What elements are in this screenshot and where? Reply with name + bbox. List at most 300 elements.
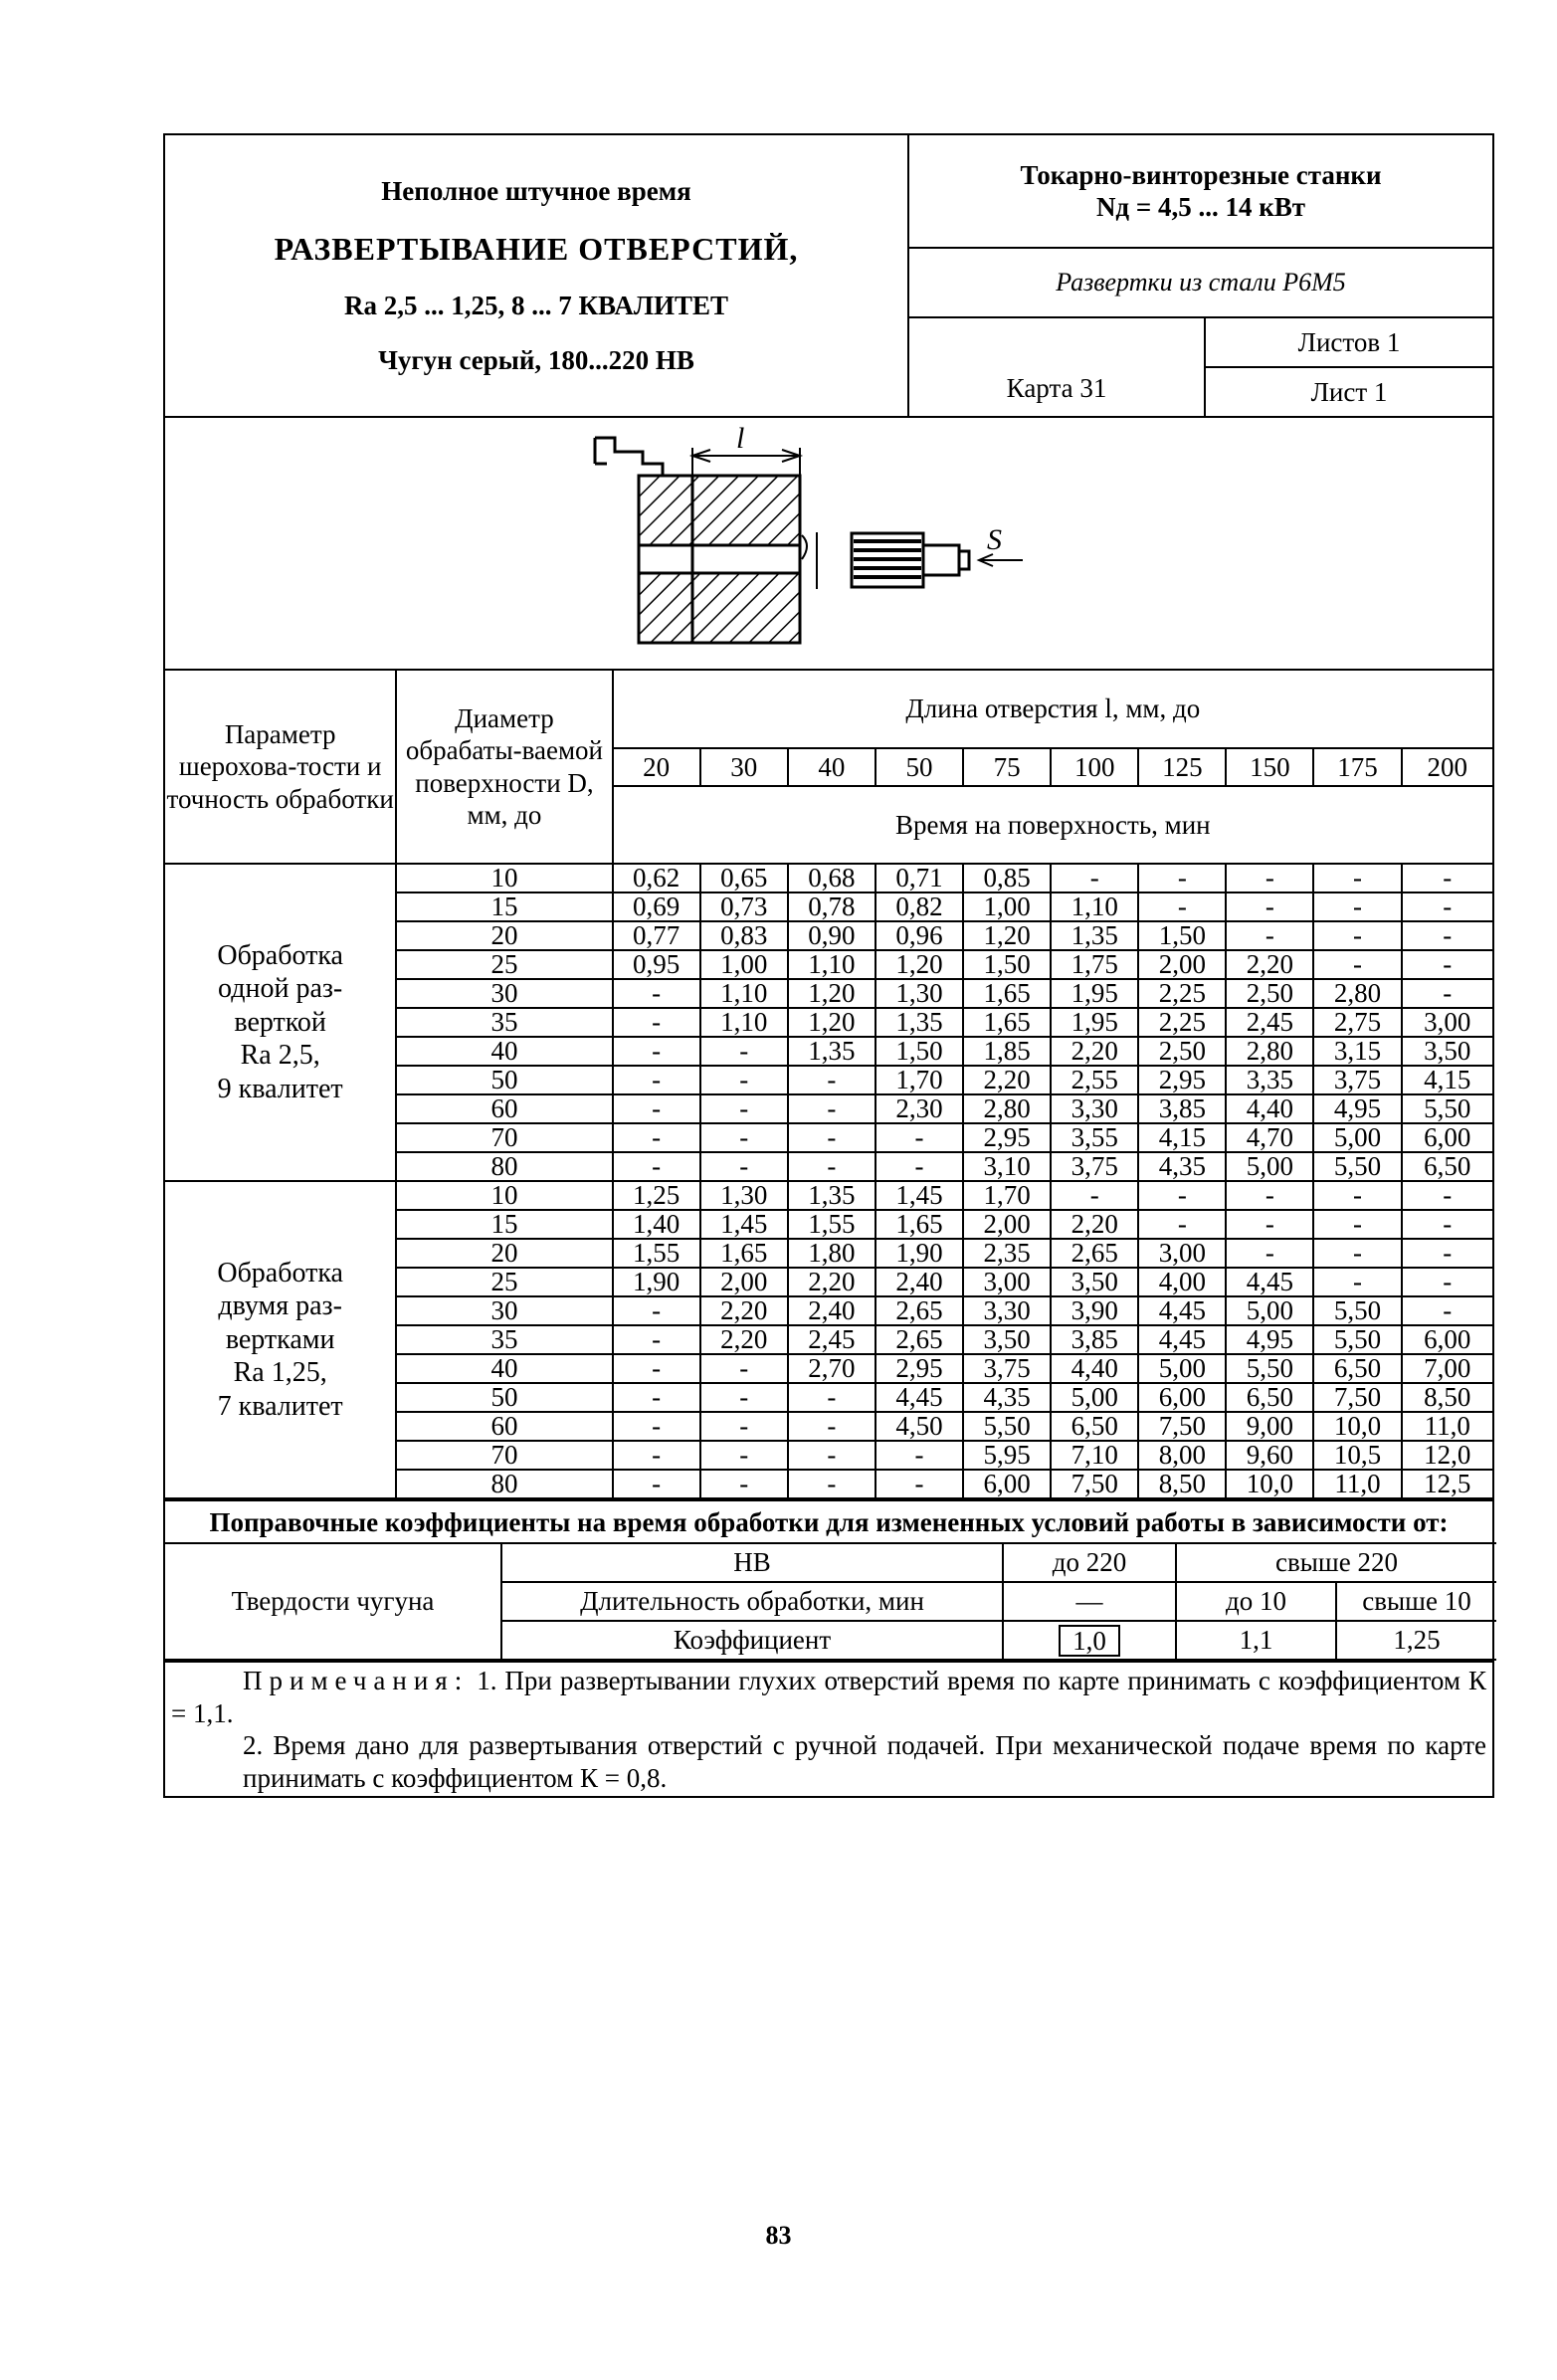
table-row (165, 1181, 1492, 1210)
diameter-cell: 25 (396, 950, 612, 979)
time-cell: 2,95 (963, 1123, 1051, 1152)
time-cell: - (1402, 1268, 1492, 1296)
time-cell: 2,45 (1226, 1008, 1313, 1037)
length-col-header: 150 (1226, 748, 1313, 786)
title-line-2: РАЗВЕРТЫВАНИЕ ОТВЕРСТИЙ, (274, 230, 799, 267)
feed-label: S (987, 523, 1002, 556)
time-cell: 2,95 (1138, 1066, 1226, 1094)
time-cell: 8,00 (1138, 1441, 1226, 1470)
time-cell: 3,90 (1051, 1296, 1138, 1325)
group-label-line: вертками (225, 1323, 335, 1355)
diameter-cell: 40 (396, 1037, 612, 1066)
time-cell: 3,35 (1226, 1066, 1313, 1094)
time-cell: 1,40 (613, 1210, 700, 1239)
time-cell: 6,00 (1402, 1123, 1492, 1152)
time-cell: 0,83 (700, 921, 788, 950)
time-cell: 1,00 (700, 950, 788, 979)
length-col-header: 40 (788, 748, 876, 786)
time-cell: 1,10 (700, 979, 788, 1008)
time-cell: 5,50 (1313, 1325, 1401, 1354)
time-cell: - (700, 1354, 788, 1383)
hb-label: НВ (501, 1543, 1003, 1582)
time-cell: 2,55 (1051, 1066, 1138, 1094)
time-cell: 1,55 (613, 1239, 700, 1268)
time-cell: 0,95 (613, 950, 700, 979)
time-cell: - (788, 1066, 876, 1094)
time-cell: 6,00 (1138, 1383, 1226, 1412)
time-cell: - (788, 1152, 876, 1181)
time-cell: 1,90 (613, 1268, 700, 1296)
time-cell: 11,0 (1402, 1412, 1492, 1441)
group-label-line: Ra 2,5, (240, 1040, 320, 1072)
time-cell: 2,20 (700, 1296, 788, 1325)
card-header (165, 135, 1492, 418)
time-cell: 1,65 (876, 1210, 963, 1239)
group-label-line: Обработка (217, 939, 343, 971)
time-cell: 1,55 (788, 1210, 876, 1239)
time-cell: - (613, 1412, 700, 1441)
time-cell: 7,10 (1051, 1441, 1138, 1470)
time-cell: 2,20 (1051, 1037, 1138, 1066)
time-cell: 2,50 (1138, 1037, 1226, 1066)
time-cell: 5,50 (1313, 1296, 1401, 1325)
time-cell: 1,25 (613, 1181, 700, 1210)
duration-dash: — (1003, 1582, 1176, 1621)
reamer (852, 533, 969, 587)
time-cell: - (1138, 1181, 1226, 1210)
time-cell: 4,15 (1402, 1066, 1492, 1094)
time-cell: 3,00 (1138, 1239, 1226, 1268)
time-cell: - (700, 1441, 788, 1470)
time-cell: - (1313, 1210, 1401, 1239)
chuck-jaw (595, 438, 690, 476)
time-cell: 7,50 (1313, 1383, 1401, 1412)
time-cell: 2,20 (788, 1268, 876, 1296)
time-cell: - (613, 1066, 700, 1094)
time-cell: - (613, 1037, 700, 1066)
time-cell: 1,65 (963, 1008, 1051, 1037)
time-cell: 0,90 (788, 921, 876, 950)
time-cell: 2,80 (1226, 1037, 1313, 1066)
length-col-header: 50 (876, 748, 963, 786)
time-cell: - (613, 1354, 700, 1383)
time-cell: - (1402, 1239, 1492, 1268)
group-label-line: Ra 1,25, (233, 1357, 327, 1389)
time-cell: 6,50 (1313, 1354, 1401, 1383)
time-cell: 1,70 (963, 1181, 1051, 1210)
time-cell: 3,55 (1051, 1123, 1138, 1152)
time-cell: 2,35 (963, 1239, 1051, 1268)
card-info-row (909, 318, 1492, 416)
time-cell: 4,40 (1051, 1354, 1138, 1383)
time-cell: - (1138, 864, 1226, 892)
time-cell: 7,50 (1138, 1412, 1226, 1441)
time-cell: - (700, 1066, 788, 1094)
time-cell: - (1313, 864, 1401, 892)
time-cell: 3,85 (1138, 1094, 1226, 1123)
length-header: Длина отверстия l, мм, до (613, 671, 1492, 748)
time-cell: - (788, 1441, 876, 1470)
time-cell: - (876, 1441, 963, 1470)
time-cell: 9,00 (1226, 1412, 1313, 1441)
time-cell: 5,50 (1226, 1354, 1313, 1383)
time-cell: 1,70 (876, 1066, 963, 1094)
time-cell: - (788, 1470, 876, 1498)
group-label-line: двумя раз- (218, 1290, 342, 1322)
diameter-cell: 60 (396, 1094, 612, 1123)
diameter-cell: 30 (396, 979, 612, 1008)
time-cell: 2,80 (1313, 979, 1401, 1008)
diameter-cell: 70 (396, 1441, 612, 1470)
time-cell: - (613, 1296, 700, 1325)
title-line-3: Ra 2,5 ... 1,25, 8 ... 7 КВАЛИТЕТ (343, 290, 729, 320)
length-col-header: 200 (1402, 748, 1492, 786)
time-cell: 3,00 (1402, 1008, 1492, 1037)
time-cell: 8,50 (1402, 1383, 1492, 1412)
time-cell: 1,20 (876, 950, 963, 979)
diameter-cell: 20 (396, 921, 612, 950)
time-cell: 3,30 (963, 1296, 1051, 1325)
time-cell: - (613, 1008, 700, 1037)
hb-high: свыше 220 (1176, 1543, 1496, 1582)
col-diameter-header: Диаметр обрабаты-ваемой поверхности D, мм, до (396, 671, 612, 864)
time-header: Время на поверхность, мин (613, 786, 1492, 864)
time-cell: 1,30 (700, 1181, 788, 1210)
coefficient-1-cell (1003, 1621, 1176, 1660)
time-cell: - (1402, 979, 1492, 1008)
length-col-header: 20 (613, 748, 700, 786)
correction-table (165, 1542, 1496, 1661)
length-label: l (736, 422, 745, 455)
group-label-line: Обработка (217, 1257, 343, 1289)
time-cell: 3,50 (963, 1325, 1051, 1354)
time-cell: - (1402, 921, 1492, 950)
time-cell: - (613, 1470, 700, 1498)
time-cell: 1,35 (1051, 921, 1138, 950)
time-cell: 5,50 (963, 1412, 1051, 1441)
time-cell: 4,35 (1138, 1152, 1226, 1181)
time-cell: 2,25 (1138, 979, 1226, 1008)
time-cell: 1,20 (788, 979, 876, 1008)
diameter-cell: 40 (396, 1354, 612, 1383)
time-cell: - (700, 1412, 788, 1441)
time-cell: 2,65 (876, 1296, 963, 1325)
time-cell: 5,95 (963, 1441, 1051, 1470)
notes-heading: Примечания: (243, 1666, 470, 1696)
time-cell: - (1402, 1181, 1492, 1210)
diameter-cell: 80 (396, 1470, 612, 1498)
time-cell: 4,70 (1226, 1123, 1313, 1152)
machine-type: Токарно-винторезные станки (1020, 159, 1382, 190)
time-cell: 9,60 (1226, 1441, 1313, 1470)
time-cell: 7,50 (1051, 1470, 1138, 1498)
time-cell: 1,80 (788, 1239, 876, 1268)
time-table (165, 671, 1492, 1499)
machine-cell (909, 135, 1492, 249)
time-cell: 1,35 (876, 1008, 963, 1037)
time-cell: 2,00 (963, 1210, 1051, 1239)
duration-label: Длительность обработки, мин (501, 1582, 1003, 1621)
time-cell: 3,75 (1051, 1152, 1138, 1181)
time-cell: - (613, 1441, 700, 1470)
time-cell: 2,20 (963, 1066, 1051, 1094)
time-cell: - (1402, 1210, 1492, 1239)
time-cell: 4,00 (1138, 1268, 1226, 1296)
length-col-header: 125 (1138, 748, 1226, 786)
time-cell: 4,15 (1138, 1123, 1226, 1152)
correction-title: Поправочные коэффициенты на время обработки для измененных условий работы в зависимости от: (165, 1499, 1492, 1542)
time-cell: - (1226, 892, 1313, 921)
time-cell: - (700, 1037, 788, 1066)
notes (165, 1661, 1492, 1796)
time-cell: 2,20 (700, 1325, 788, 1354)
diameter-cell: 80 (396, 1152, 612, 1181)
page-number: 83 (765, 2221, 792, 2250)
coefficient-1: 1,0 (1059, 1625, 1120, 1657)
time-cell: - (700, 1123, 788, 1152)
time-cell: - (1226, 921, 1313, 950)
time-cell: 2,70 (788, 1354, 876, 1383)
tool-cell: Развертки из стали Р6М5 (909, 249, 1492, 318)
diameter-cell: 35 (396, 1008, 612, 1037)
note-1-text: 1. При развертывании глухих отверстий время по карте принимать с коэффициентом К = 1,1. (171, 1666, 1486, 1728)
time-cell: - (1138, 1210, 1226, 1239)
time-cell: - (1402, 1296, 1492, 1325)
diameter-cell: 50 (396, 1066, 612, 1094)
time-cell: 10,0 (1313, 1412, 1401, 1441)
processing-group-label (165, 1181, 396, 1498)
time-cell: 1,65 (963, 979, 1051, 1008)
diameter-cell: 70 (396, 1123, 612, 1152)
time-cell: - (1313, 1268, 1401, 1296)
length-col-header: 175 (1313, 748, 1401, 786)
time-cell: 1,85 (963, 1037, 1051, 1066)
time-cell: 1,20 (963, 921, 1051, 950)
time-cell: - (700, 1152, 788, 1181)
time-cell: - (1051, 1181, 1138, 1210)
time-cell: 2,65 (1051, 1239, 1138, 1268)
coefficient-2: 1,1 (1176, 1621, 1336, 1660)
time-cell: 5,50 (1313, 1152, 1401, 1181)
time-cell: 6,50 (1051, 1412, 1138, 1441)
time-cell: 2,20 (1226, 950, 1313, 979)
time-cell: - (1313, 921, 1401, 950)
diameter-cell: 10 (396, 1181, 612, 1210)
factor-cell: Твердости чугуна (165, 1543, 501, 1660)
operation-title-block (165, 135, 909, 416)
reaming-sketch (165, 418, 1492, 671)
time-cell: 0,69 (613, 892, 700, 921)
time-cell: 1,95 (1051, 1008, 1138, 1037)
diameter-cell: 60 (396, 1412, 612, 1441)
time-cell: - (1226, 864, 1313, 892)
time-cell: 10,5 (1313, 1441, 1401, 1470)
note-1 (171, 1665, 1486, 1729)
time-cell: 1,10 (700, 1008, 788, 1037)
time-cell: 3,30 (1051, 1094, 1138, 1123)
time-cell: - (1313, 1181, 1401, 1210)
time-cell: 3,15 (1313, 1037, 1401, 1066)
time-cell: 3,50 (1402, 1037, 1492, 1066)
sheets-count: Листов 1 (1206, 318, 1492, 368)
time-cell: 0,71 (876, 864, 963, 892)
time-cell: - (613, 1325, 700, 1354)
time-cell: 5,00 (1051, 1383, 1138, 1412)
time-cell: 2,75 (1313, 1008, 1401, 1037)
diameter-cell: 25 (396, 1268, 612, 1296)
diameter-cell: 15 (396, 1210, 612, 1239)
diameter-cell: 15 (396, 892, 612, 921)
time-cell: 8,50 (1138, 1470, 1226, 1498)
time-cell: - (788, 1412, 876, 1441)
time-cell: 1,00 (963, 892, 1051, 921)
time-cell: 2,20 (1051, 1210, 1138, 1239)
machine-info-block (909, 135, 1492, 416)
time-cell: - (700, 1094, 788, 1123)
time-cell: 1,10 (788, 950, 876, 979)
time-cell: - (876, 1123, 963, 1152)
time-cell: - (788, 1123, 876, 1152)
time-cell: 3,75 (1313, 1066, 1401, 1094)
time-cell: 0,82 (876, 892, 963, 921)
time-cell: - (1402, 892, 1492, 921)
coefficient-3: 1,25 (1336, 1621, 1496, 1660)
time-cell: - (1313, 1239, 1401, 1268)
card-number: Карта 31 (909, 318, 1206, 416)
title-line-1: Неполное штучное время (381, 175, 691, 206)
time-cell: 2,45 (788, 1325, 876, 1354)
diameter-cell: 50 (396, 1383, 612, 1412)
time-cell: 6,00 (1402, 1325, 1492, 1354)
length-col-header: 30 (700, 748, 788, 786)
time-cell: 2,00 (700, 1268, 788, 1296)
time-cell: 5,00 (1226, 1296, 1313, 1325)
time-cell: - (613, 979, 700, 1008)
time-cell: 6,50 (1226, 1383, 1313, 1412)
diameter-cell: 10 (396, 864, 612, 892)
time-cell: 4,95 (1226, 1325, 1313, 1354)
time-cell: - (1313, 892, 1401, 921)
length-col-header: 75 (963, 748, 1051, 786)
time-cell: 2,40 (788, 1296, 876, 1325)
time-cell: - (613, 1123, 700, 1152)
time-cell: - (613, 1094, 700, 1123)
time-cell: 7,00 (1402, 1354, 1492, 1383)
time-cell: 4,40 (1226, 1094, 1313, 1123)
coefficient-label: Коэффициент (501, 1621, 1003, 1660)
document-frame (163, 133, 1494, 1798)
time-cell: - (1226, 1239, 1313, 1268)
workpiece (639, 476, 800, 643)
time-cell: 4,45 (1138, 1296, 1226, 1325)
time-cell: 5,00 (1226, 1152, 1313, 1181)
time-cell: 3,00 (963, 1268, 1051, 1296)
time-cell: - (876, 1470, 963, 1498)
time-cell: 1,30 (876, 979, 963, 1008)
time-cell: 1,35 (788, 1037, 876, 1066)
time-cell: 3,50 (1051, 1268, 1138, 1296)
hb-low: до 220 (1003, 1543, 1176, 1582)
time-cell: 6,00 (963, 1470, 1051, 1498)
time-cell: 11,0 (1313, 1470, 1401, 1498)
time-cell: 1,75 (1051, 950, 1138, 979)
time-cell: 0,96 (876, 921, 963, 950)
length-col-header: 100 (1051, 748, 1138, 786)
time-cell: 0,78 (788, 892, 876, 921)
time-cell: - (613, 1383, 700, 1412)
time-cell: 4,95 (1313, 1094, 1401, 1123)
time-cell: 2,95 (876, 1354, 963, 1383)
time-cell: 4,45 (876, 1383, 963, 1412)
processing-group-label (165, 864, 396, 1181)
diameter-cell: 35 (396, 1325, 612, 1354)
time-cell: 3,75 (963, 1354, 1051, 1383)
time-cell: 3,85 (1051, 1325, 1138, 1354)
machine-power: Nд = 4,5 ... 14 кВт (1095, 192, 1306, 222)
time-cell: 4,50 (876, 1412, 963, 1441)
sheets-block (1206, 318, 1492, 416)
time-cell: 0,65 (700, 864, 788, 892)
time-cell: 4,35 (963, 1383, 1051, 1412)
time-cell: - (788, 1094, 876, 1123)
time-cell: 5,00 (1138, 1354, 1226, 1383)
time-cell: 2,80 (963, 1094, 1051, 1123)
time-cell: 2,25 (1138, 1008, 1226, 1037)
time-cell: 1,90 (876, 1239, 963, 1268)
group-label-line: 9 квалитет (217, 1073, 343, 1104)
time-cell: - (1226, 1181, 1313, 1210)
time-cell: 3,10 (963, 1152, 1051, 1181)
time-cell: 10,0 (1226, 1470, 1313, 1498)
time-cell: - (613, 1152, 700, 1181)
time-cell: 2,50 (1226, 979, 1313, 1008)
note-2: 2. Время дано для развертывания отверстий с ручной подачей. При механической подаче время по карте принимать с коэффициентом К = 0,8. (243, 1730, 1486, 1793)
time-cell: 0,85 (963, 864, 1051, 892)
time-cell: - (1402, 950, 1492, 979)
time-cell: 2,40 (876, 1268, 963, 1296)
time-cell: - (1226, 1210, 1313, 1239)
time-cell: 2,30 (876, 1094, 963, 1123)
time-cell: 0,73 (700, 892, 788, 921)
time-cell: - (1051, 864, 1138, 892)
time-cell: - (1402, 864, 1492, 892)
time-cell: 1,45 (700, 1210, 788, 1239)
sheet-number: Лист 1 (1310, 376, 1388, 407)
time-cell: 1,20 (788, 1008, 876, 1037)
time-cell: 1,50 (1138, 921, 1226, 950)
time-cell: 12,0 (1402, 1441, 1492, 1470)
time-cell: 1,35 (788, 1181, 876, 1210)
time-cell: 1,50 (876, 1037, 963, 1066)
time-cell: 5,00 (1313, 1123, 1401, 1152)
time-cell: - (700, 1383, 788, 1412)
duration-low: до 10 (1176, 1582, 1336, 1621)
time-cell: 1,50 (963, 950, 1051, 979)
diameter-cell: 20 (396, 1239, 612, 1268)
time-cell: 5,50 (1402, 1094, 1492, 1123)
time-cell: 0,77 (613, 921, 700, 950)
table-row (165, 864, 1492, 892)
time-cell: 4,45 (1226, 1268, 1313, 1296)
group-label-line: верткой (234, 1006, 326, 1038)
time-cell: - (1313, 950, 1401, 979)
time-cell: 6,50 (1402, 1152, 1492, 1181)
time-cell: 4,45 (1138, 1325, 1226, 1354)
time-cell: - (788, 1383, 876, 1412)
time-cell: - (700, 1470, 788, 1498)
group-label-line: 7 квалитет (217, 1390, 343, 1422)
time-cell: 0,68 (788, 864, 876, 892)
